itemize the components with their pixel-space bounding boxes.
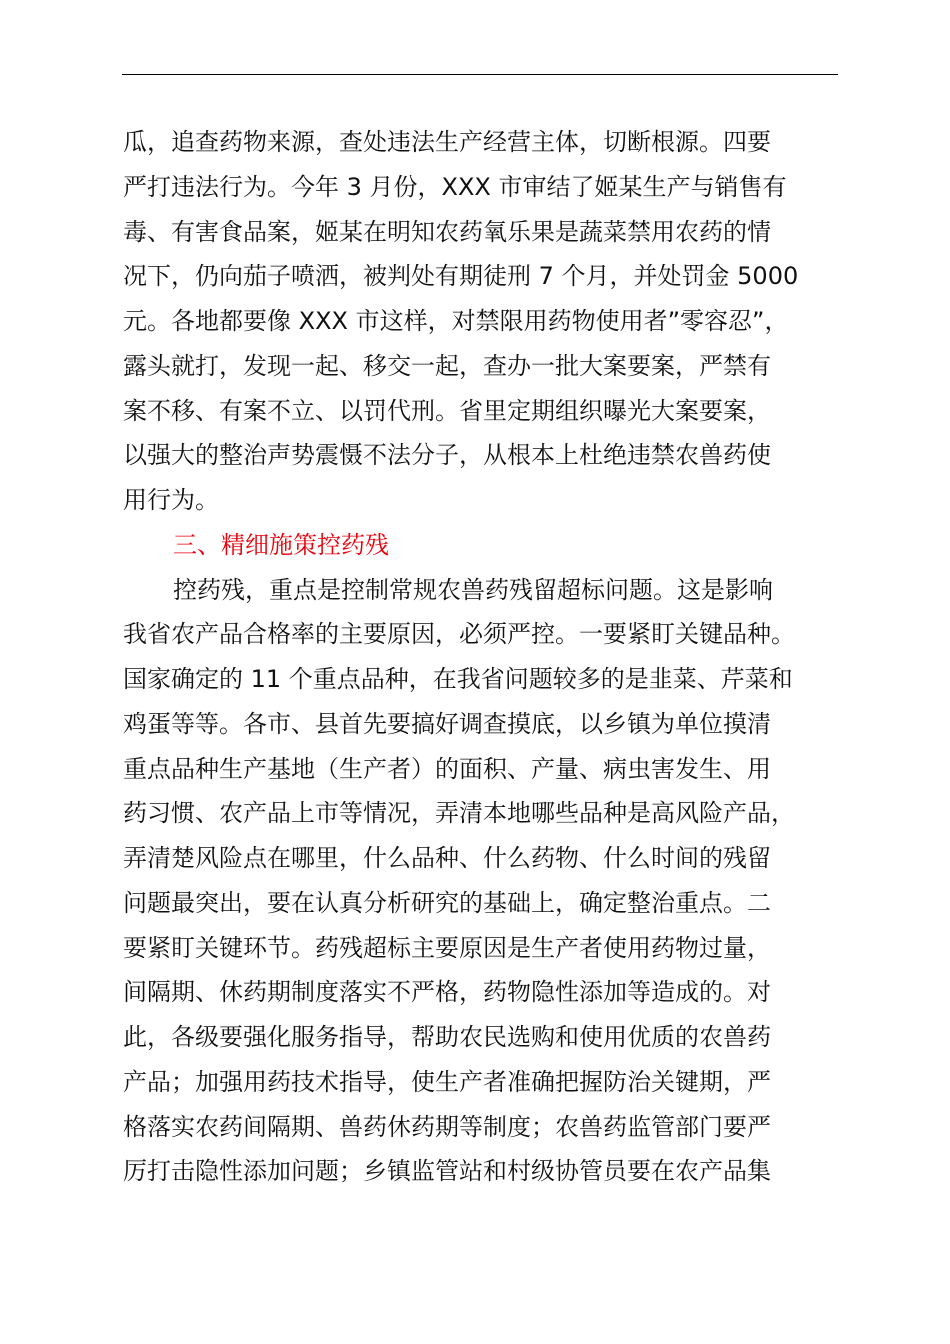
text-line: 产品；加强用药技术指导，使生产者准确把握防治关键期，严 <box>123 1068 771 1096</box>
text-line: 用行为。 <box>123 486 219 514</box>
text-line: 要紧盯关键环节。药残超标主要原因是生产者使用药物过量， <box>123 934 771 962</box>
section-heading: 三、精细施策控药残 <box>173 531 389 559</box>
text-line: 弄清楚风险点在哪里，什么品种、什么药物、什么时间的残留 <box>123 844 771 872</box>
text-line: 以强大的整治声势震慑不法分子，从根本上杜绝违禁农兽药使 <box>123 441 771 469</box>
text-line: 国家确定的 11 个重点品种，在我省问题较多的是韭菜、芹菜和 <box>123 665 793 693</box>
text-line: 元。各地都要像 XXX 市这样，对禁限用药物使用者”零容忍”， <box>123 307 789 335</box>
text-line: 我省农产品合格率的主要原因，必须严控。一要紧盯关键品种。 <box>123 620 795 648</box>
text-line: 控药残，重点是控制常规农兽药残留超标问题。这是影响 <box>173 576 773 604</box>
text-line: 鸡蛋等等。各市、县首先要搞好调查摸底，以乡镇为单位摸清 <box>123 710 771 738</box>
text-line: 厉打击隐性添加问题；乡镇监管站和村级协管员要在农产品集 <box>123 1157 771 1185</box>
text-line: 药习惯、农产品上市等情况，弄清本地哪些品种是高风险产品， <box>123 799 795 827</box>
text-line: 瓜，追查药物来源，查处违法生产经营主体，切断根源。四要 <box>123 128 771 156</box>
header-rule <box>122 74 838 75</box>
text-line: 严打违法行为。今年 3 月份，XXX 市审结了姬某生产与销售有 <box>123 173 787 201</box>
text-line: 此，各级要强化服务指导，帮助农民选购和使用优质的农兽药 <box>123 1023 771 1051</box>
text-line: 格落实农药间隔期、兽药休药期等制度；农兽药监管部门要严 <box>123 1113 771 1141</box>
text-line: 重点品种生产基地（生产者）的面积、产量、病虫害发生、用 <box>123 755 771 783</box>
text-line: 露头就打，发现一起、移交一起，查办一批大案要案，严禁有 <box>123 352 771 380</box>
text-line: 问题最突出，要在认真分析研究的基础上，确定整治重点。二 <box>123 889 771 917</box>
text-line: 案不移、有案不立、以罚代刑。省里定期组织曝光大案要案， <box>123 397 771 425</box>
text-line: 况下，仍向茄子喷洒，被判处有期徒刑 7 个月，并处罚金 5000 <box>123 262 799 290</box>
text-line: 毒、有害食品案，姬某在明知农药氧乐果是蔬菜禁用农药的情 <box>123 218 771 246</box>
text-line: 间隔期、休药期制度落实不严格，药物隐性添加等造成的。对 <box>123 978 771 1006</box>
